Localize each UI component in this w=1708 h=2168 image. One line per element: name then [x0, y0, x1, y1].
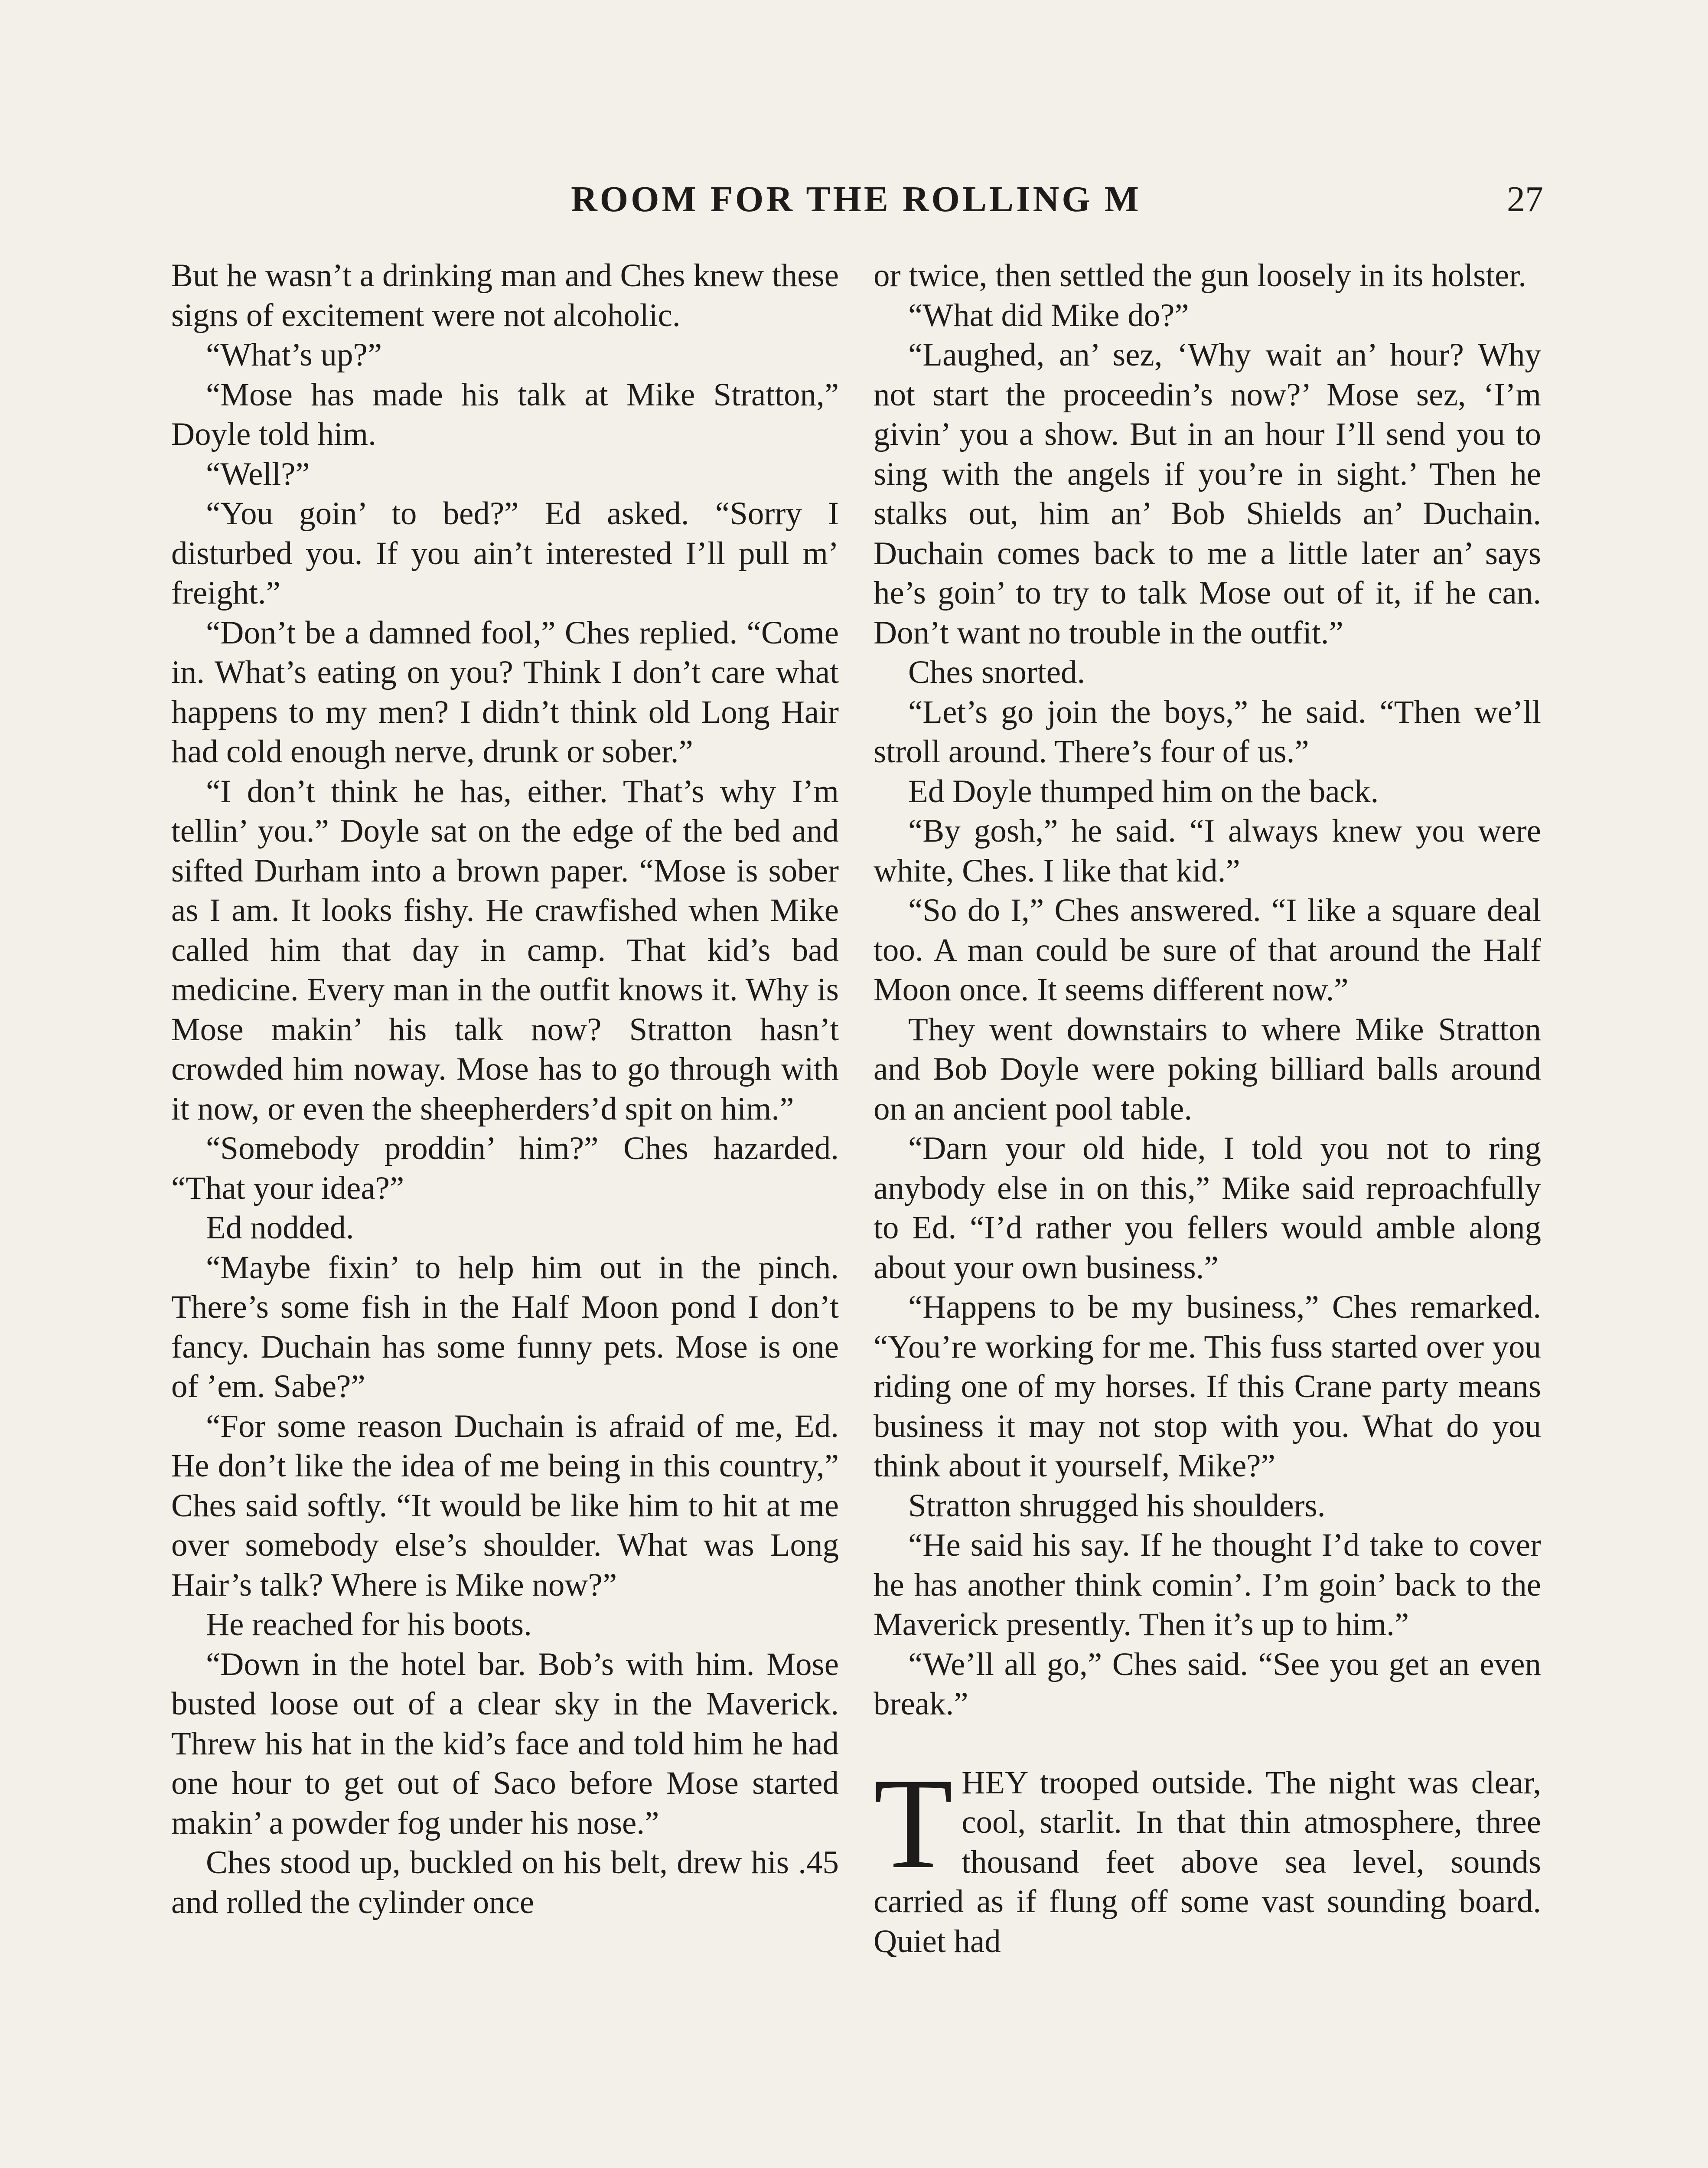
- paragraph: Ed nodded.: [206, 1210, 354, 1246]
- page-header: [169, 173, 1543, 225]
- paragraph: Ches stood up, buckled on his belt, drew his .45 and rolled the cylinder once: [171, 1845, 839, 1920]
- paragraph: “He said his say. If he thought I’d take to cover he has another think comin’. I’m goin’ back to the Maverick presently. Then it’s up to him.”: [874, 1527, 1541, 1642]
- paragraph: or twice, then settled the gun loosely in its holster.: [874, 258, 1527, 294]
- paragraph: “Let’s go join the boys,” he said. “Then we’ll stroll around. There’s four of us.”: [874, 694, 1541, 770]
- paragraph: Ed Doyle thumped him on the back.: [908, 773, 1379, 810]
- paragraph: “Happens to be my business,” Ches remarked. “You’re working for me. This fuss started over you riding one of my horses. If this Crane party means business it may not stop with you. What do you think about it yourself, Mike?”: [874, 1289, 1541, 1484]
- paragraph: “What’s up?”: [206, 337, 382, 373]
- paragraph: “By gosh,” he said. “I always knew you were white, Ches. I like that kid.”: [874, 813, 1541, 889]
- paragraph: “Down in the hotel bar. Bob’s with him. Mose busted loose out of a clear sky in the Maverick. Threw his hat in the kid’s face and told him he had one hour to get out of Saco before Mose started makin’ a powder fog under his nose.”: [171, 1646, 839, 1841]
- paragraph: “Well?”: [206, 456, 310, 492]
- running-title: ROOM FOR THE ROLLING M: [571, 179, 1141, 219]
- paragraph: They went downstairs to where Mike Stratton and Bob Doyle were poking billiard balls around on an ancient pool table.: [874, 1011, 1541, 1127]
- paragraph: “Somebody proddin’ him?” Ches hazarded. “That your idea?”: [171, 1130, 839, 1206]
- paragraph: Stratton shrugged his shoulders.: [908, 1487, 1326, 1524]
- paragraph: “So do I,” Ches answered. “I like a square deal too. A man could be sure of that around the Half Moon once. It seems different now.”: [874, 892, 1541, 1008]
- paragraph: “You goin’ to bed?” Ed asked. “Sorry I disturbed you. If you ain’t interested I’ll pull m’ freight.”: [171, 496, 839, 611]
- right-text-column: [874, 256, 1541, 1961]
- paragraph: “We’ll all go,” Ches said. “See you get an even break.”: [874, 1646, 1541, 1722]
- paragraph: “I don’t think he has, either. That’s why I’m tellin’ you.” Doyle sat on the edge of the bed and sifted Durham into a brown paper. “Mose is sober as I am. It looks fishy. He crawfished when Mike called him that day in camp. That kid’s bad medicine. Every man in the outfit knows it. Why is Mose makin’ his talk now? Stratton hasn’t crowded him noway. Mose has to go through with it now, or even the sheepherders’d spit on him.”: [171, 773, 839, 1127]
- paragraph: Ches snorted.: [908, 654, 1085, 690]
- drop-cap: T: [874, 1751, 953, 1895]
- paragraph: “Maybe fixin’ to help him out in the pinch. There’s some fish in the Half Moon pond I don’t fancy. Duchain has some funny pets. Mose is one of ’em. Sabe?”: [171, 1249, 839, 1404]
- paragraph: “Don’t be a damned fool,” Ches replied. “Come in. What’s eating on you? Think I don’t care what happens to my men? I didn’t think old Long Hair had cold enough nerve, drunk or sober.”: [171, 614, 839, 770]
- paragraph: “Mose has made his talk at Mike Stratton,” Doyle told him.: [171, 376, 839, 452]
- paragraph: But he wasn’t a drinking man and Ches knew these signs of excitement were not alcoholic.: [171, 258, 839, 333]
- page-number: 27: [1507, 179, 1543, 219]
- section-opening-text: HEY trooped outside. The night was clear, cool, starlit. In that thin atmosphere, three thousand feet above sea level, sounds carried as if flung off some vast sounding board. Quiet had: [874, 1764, 1541, 1959]
- paragraph: “What did Mike do?”: [908, 297, 1189, 333]
- paragraph: “Laughed, an’ sez, ‘Why wait an’ hour? Why not start the proceedin’s now?’ Mose sez, ‘I’m givin’ you a show. But in an hour I’ll send you to sing with the angels if you’re in sight.’ Then he stalks out, him an’ Bob Shields an’ Duchain. Duchain comes back to me a little later an’ says he’s goin’ to try to talk Mose out of it, if he can. Don’t want no trouble in the outfit.”: [874, 337, 1541, 651]
- paragraph: “For some reason Duchain is afraid of me, Ed. He don’t like the idea of me being in this country,” Ches said softly. “It would be like him to hit at me over somebody else’s shoulder. What was Long Hair’s talk? Where is Mike now?”: [171, 1408, 839, 1603]
- section-opening-paragraph: [874, 1751, 1541, 1962]
- left-text-column: [171, 256, 839, 1922]
- paragraph: “Darn your old hide, I told you not to ring anybody else in on this,” Mike said reproachfully to Ed. “I’d rather you fellers would amble along about your own business.”: [874, 1130, 1541, 1286]
- paragraph: He reached for his boots.: [206, 1606, 532, 1642]
